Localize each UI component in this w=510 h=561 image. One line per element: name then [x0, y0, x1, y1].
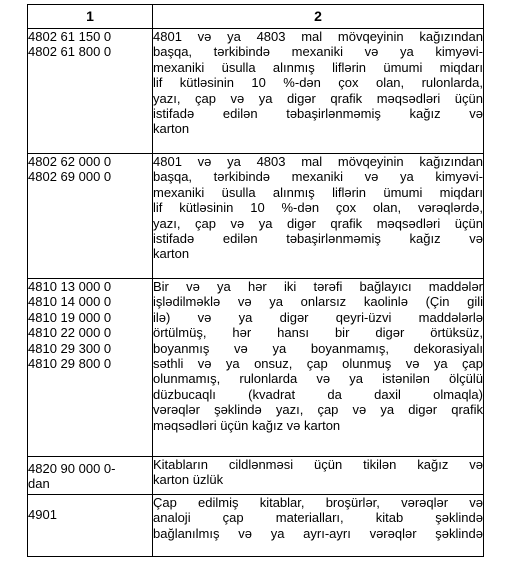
code-value: 4901 [28, 507, 57, 522]
code-value: dan [28, 476, 50, 492]
code-cell [28, 495, 153, 557]
description-line: lif kütləsinin 10 %-dən çox olan, vərəqlərdə, [153, 200, 483, 216]
table-row [28, 495, 484, 557]
description-line: bağlanılmış və ya ayrı-ayrı vərəqlər şəklində [153, 525, 483, 541]
description-line: başqa, tərkibində mexaniki və ya kimyəvi- [153, 44, 483, 60]
description-line: yazı, çap və ya digər qrafik məqsədləri üçün [153, 215, 483, 231]
description-line: boyanmış və ya boyanmamış, dekorasiyalı [153, 340, 483, 356]
description-line: istifadə edilən təbaşirlənməmiş kağız və [153, 105, 483, 121]
code-cell [28, 154, 153, 279]
description-cell [153, 495, 484, 557]
description-cell [153, 154, 484, 279]
code-value: 4810 29 800 0 [28, 356, 112, 372]
code-value: 4802 69 000 0 [28, 169, 112, 185]
description-line: işlədilməklə və ya onlarsız kaolinlə (Çin gili [153, 294, 483, 310]
code-value: 4810 13 000 0 [28, 279, 112, 294]
description-line: başqa, tərkibində mexaniki və ya kimyəvi- [153, 169, 483, 185]
description-line: analoji çap materialları, kitab şəklində [153, 510, 483, 526]
customs-codes-table [27, 4, 484, 557]
description-line: örtülmüş, hər hansı bir digər örtüksüz, [153, 325, 483, 341]
description-line: istifadə edilən təbaşirlənməmiş kağız və [153, 230, 483, 246]
code-value: 4820 90 000 0- [28, 461, 116, 476]
code-cell [28, 457, 153, 495]
code-cell [28, 279, 153, 457]
description-line: ilə) və ya digər qeyri-üzvi maddələrlə [153, 309, 483, 325]
description-line: yazı, çap və ya digər qrafik məqsədləri üçün [153, 90, 483, 106]
description-line: düzbucaqlı (kvadrat da daxil olmaqla) [153, 386, 483, 402]
description-line: Çap edilmiş kitablar, broşürlər, vərəqlər və [153, 495, 483, 510]
table-row [28, 29, 484, 154]
column-header-code: 1 [28, 5, 153, 29]
table-row [28, 457, 484, 495]
code-value: 4810 19 000 0 [28, 309, 112, 325]
description-line: vərəqlər şəklində yazı, çap və ya digər qrafik [153, 402, 483, 418]
description-line: karton [153, 246, 190, 262]
description-line: 4801 və ya 4803 mal mövqeyinin kağızından [153, 154, 483, 169]
column-header-description: 2 [153, 5, 484, 29]
description-cell [153, 457, 484, 495]
description-line: məqsədləri üçün kağız və karton [153, 417, 341, 433]
description-line: karton [153, 121, 190, 137]
code-value: 4810 22 000 0 [28, 325, 112, 341]
description-line: mexaniki üsulla alınmış liflərin ümumi miqdarı [153, 184, 483, 200]
description-line: Bir və ya hər iki tərəfi bağlayıcı maddələr [153, 279, 483, 294]
code-value: 4802 62 000 0 [28, 154, 112, 169]
description-line: Kitabların cildlənməsi üçün tikilən kağız və [153, 457, 483, 472]
code-value: 4802 61 800 0 [28, 44, 112, 60]
description-cell [153, 29, 484, 154]
table-row [28, 279, 484, 457]
description-line: mexaniki üsulla alınmış liflərin ümumi miqdarı [153, 59, 483, 75]
code-value: 4802 61 150 0 [28, 29, 112, 44]
description-line: olunmamış, rulonlarda və ya istənilən ölçülü [153, 371, 483, 387]
code-value: 4810 14 000 0 [28, 294, 112, 310]
table-row [28, 154, 484, 279]
table-header-row [28, 5, 484, 29]
description-line: karton üzlük [153, 472, 224, 488]
description-cell [153, 279, 484, 457]
description-line: səthli və ya onsuz, çap olunmuş və ya çap [153, 355, 483, 371]
description-line: 4801 və ya 4803 mal mövqeyinin kağızından [153, 29, 483, 44]
code-cell [28, 29, 153, 154]
code-value: 4810 29 300 0 [28, 340, 112, 356]
description-line: lif kütləsinin 10 %-dən çox olan, rulonlarda, [153, 75, 483, 91]
